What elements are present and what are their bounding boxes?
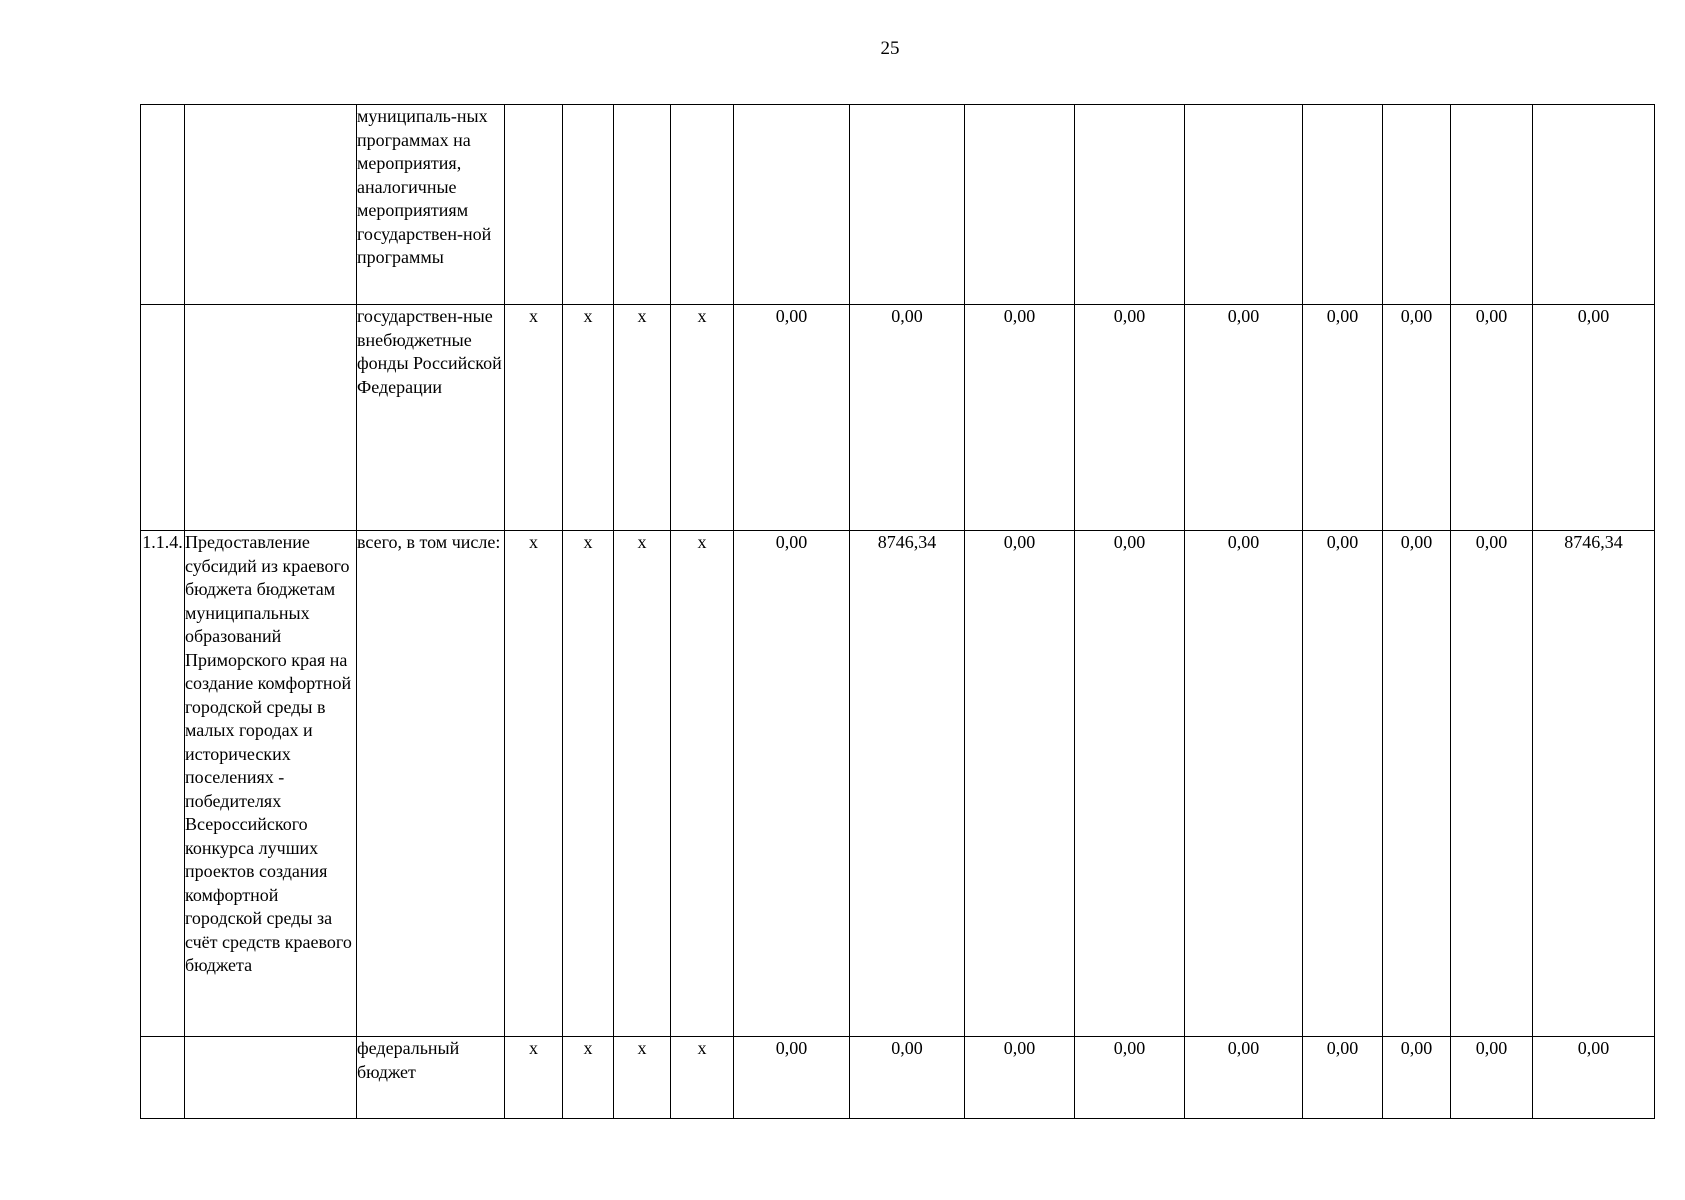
amount-cell: 0,00 [1303, 305, 1383, 531]
amount-cell: 8746,34 [850, 531, 965, 1037]
amount-cell [1075, 105, 1185, 305]
code-cell: х [671, 305, 734, 531]
page-number: 25 [880, 38, 900, 59]
amount-cell: 0,00 [1383, 531, 1451, 1037]
code-cell: х [563, 531, 614, 1037]
code-cell: х [505, 305, 563, 531]
amount-cell: 0,00 [1451, 1037, 1533, 1119]
table-row [141, 305, 1655, 531]
amount-cell: 0,00 [850, 1037, 965, 1119]
funding-source-cell: всего, в том числе: [357, 531, 505, 1037]
code-cell [614, 105, 671, 305]
table-row [141, 105, 1655, 305]
amount-cell [1303, 105, 1383, 305]
funding-source-cell: государствен-ные внебюджетные фонды Российской Федерации [357, 305, 505, 531]
code-cell [671, 105, 734, 305]
row-number-cell: 1.1.4. [141, 531, 185, 1037]
amount-cell [965, 105, 1075, 305]
funding-source-cell: федеральный бюджет [357, 1037, 505, 1119]
amount-cell: 0,00 [1533, 1037, 1655, 1119]
code-cell: х [614, 531, 671, 1037]
amount-cell: 0,00 [1185, 305, 1303, 531]
table-row [141, 1037, 1655, 1119]
row-number-cell [141, 305, 185, 531]
measure-name-cell [185, 305, 357, 531]
amount-cell: 0,00 [965, 305, 1075, 531]
amount-cell [1383, 105, 1451, 305]
amount-cell: 0,00 [734, 305, 850, 531]
amount-cell: 8746,34 [1533, 531, 1655, 1037]
code-cell: х [563, 1037, 614, 1119]
code-cell [563, 105, 614, 305]
amount-cell [1451, 105, 1533, 305]
amount-cell [1185, 105, 1303, 305]
amount-cell: 0,00 [965, 531, 1075, 1037]
amount-cell: 0,00 [734, 1037, 850, 1119]
amount-cell: 0,00 [1075, 531, 1185, 1037]
amount-cell: 0,00 [734, 531, 850, 1037]
amount-cell: 0,00 [1451, 305, 1533, 531]
amount-cell: 0,00 [1303, 1037, 1383, 1119]
amount-cell: 0,00 [1185, 531, 1303, 1037]
row-number-cell [141, 105, 185, 305]
code-cell: х [505, 531, 563, 1037]
amount-cell: 0,00 [1533, 305, 1655, 531]
amount-cell [734, 105, 850, 305]
funding-source-cell: муниципаль-ных программах на мероприятия, аналогичные мероприятиям государствен-ной программы [357, 105, 505, 305]
code-cell: х [563, 305, 614, 531]
code-cell: х [505, 1037, 563, 1119]
amount-cell: 0,00 [850, 305, 965, 531]
code-cell: х [671, 1037, 734, 1119]
amount-cell: 0,00 [1075, 1037, 1185, 1119]
amount-cell: 0,00 [1185, 1037, 1303, 1119]
amount-cell [850, 105, 965, 305]
row-number-cell [141, 1037, 185, 1119]
code-cell [505, 105, 563, 305]
measure-name-cell [185, 1037, 357, 1119]
table-body [141, 105, 1655, 1119]
table-row [141, 531, 1655, 1037]
amount-cell: 0,00 [1303, 531, 1383, 1037]
code-cell: х [671, 531, 734, 1037]
amount-cell: 0,00 [1075, 305, 1185, 531]
budget-table [140, 104, 1655, 1119]
code-cell: х [614, 1037, 671, 1119]
amount-cell: 0,00 [1383, 305, 1451, 531]
amount-cell: 0,00 [1451, 531, 1533, 1037]
code-cell: х [614, 305, 671, 531]
amount-cell: 0,00 [965, 1037, 1075, 1119]
measure-name-cell: Предоставление субсидий из краевого бюджета бюджетам муниципальных образований Приморского края на создание комфортной городской среды в малых городах и исторических поселениях - победителях Всероссийского конкурса лучших проектов создания комфортной городской среды за счёт средств краевого бюджета [185, 531, 357, 1037]
amount-cell: 0,00 [1383, 1037, 1451, 1119]
measure-name-cell [185, 105, 357, 305]
amount-cell [1533, 105, 1655, 305]
